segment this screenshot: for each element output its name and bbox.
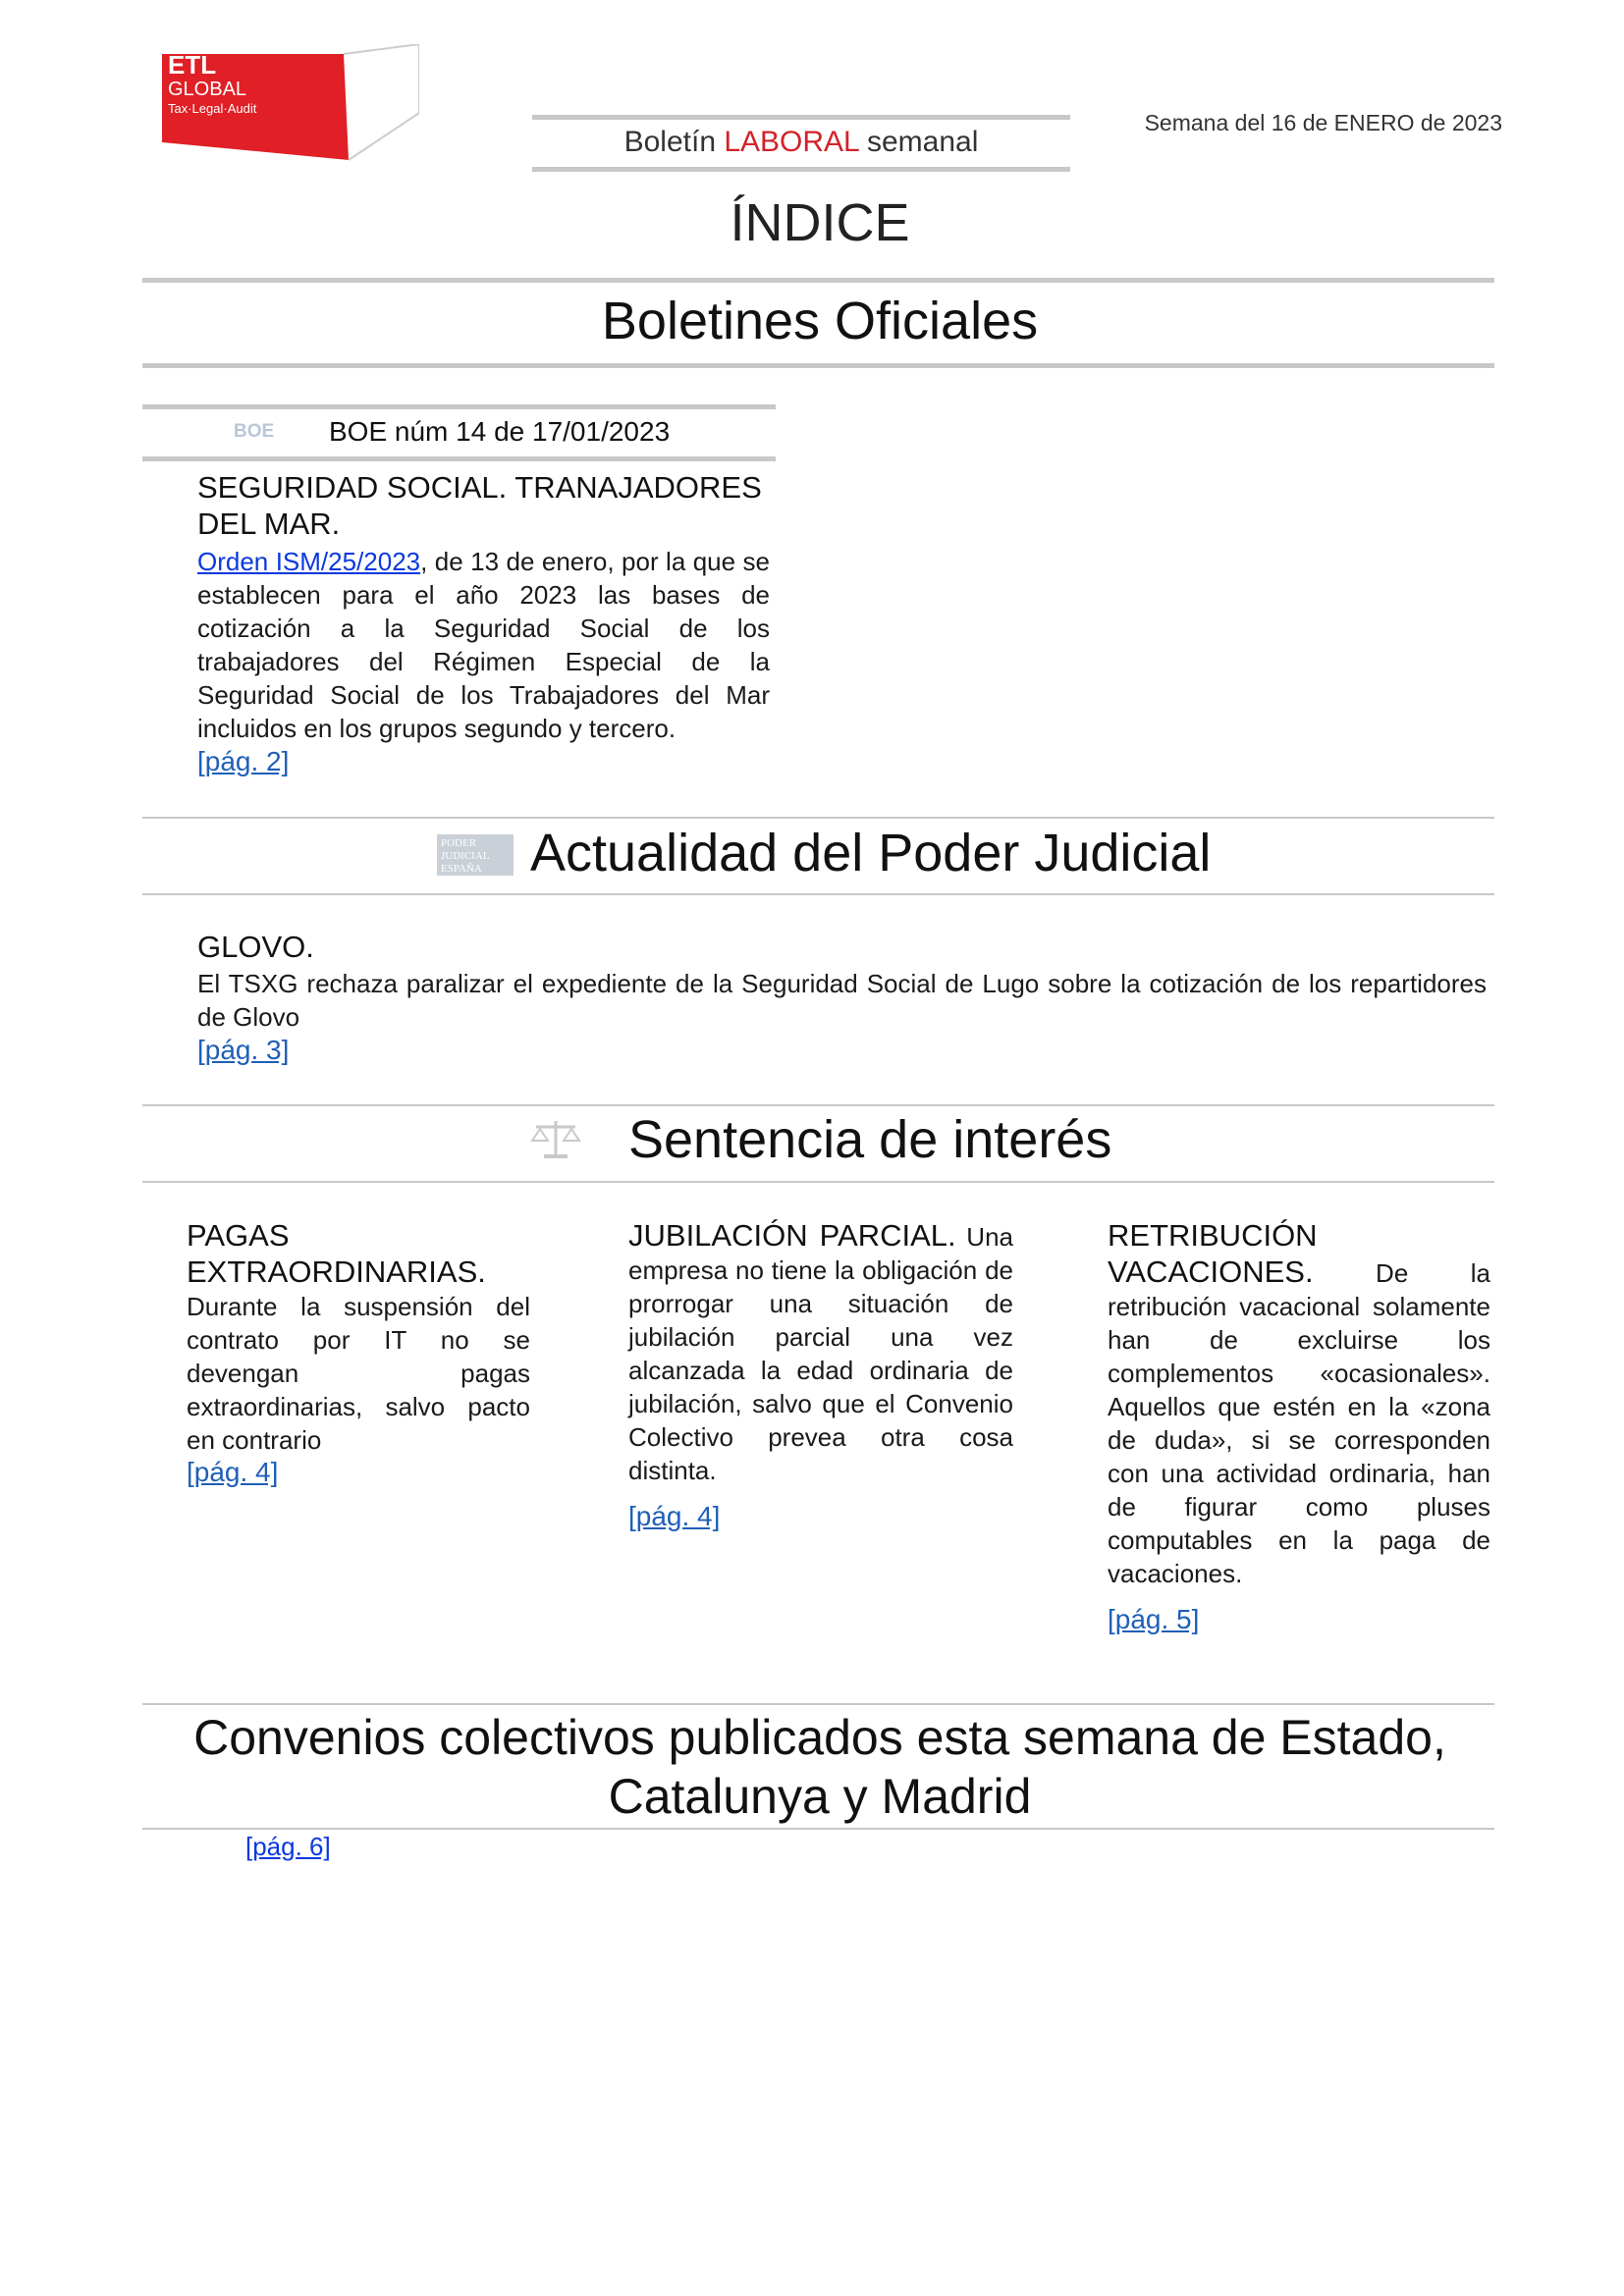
sentencia-col-2 <box>628 1217 1013 1532</box>
convenios-title-line-2: Catalunya y Madrid <box>608 1769 1032 1824</box>
page-link-3[interactable]: [pág. 3] <box>197 1035 290 1065</box>
sentencia-col-3 <box>1108 1217 1490 1635</box>
section-title-sentencia: Sentencia de interés <box>628 1110 1112 1169</box>
title-prefix: Boletín <box>623 126 725 158</box>
section-rule-top <box>142 278 1494 283</box>
convenios-rule-top <box>142 1703 1494 1705</box>
balance-scale-icon <box>530 1117 581 1160</box>
col-3-desc: De la retribución vacacional solamente han de excluirse los complementos «ocasionales». Aquellos que estén en la «zona de duda», si se corresponden con una actividad ordinaria, han de figurar como pluses computables en la paga de vacaciones. <box>1108 1258 1490 1588</box>
pj-item-text: El TSXG rechaza paralizar el expediente de la Seguridad Social de Lugo sobre la cotización de los repartidores de Glovo <box>197 969 1487 1032</box>
week-label: Semana del 16 de ENERO de 2023 <box>1144 110 1502 135</box>
col-2-text <box>628 1217 1013 1487</box>
col-2-desc: Una empresa no tiene la obligación de prorrogar una situación de jubilación parcial una vez alcanzada la edad ordinaria de jubilación, salvo que el Convenio Colectivo prevea otra cosa distinta. <box>628 1222 1013 1485</box>
header-rule-bottom <box>532 167 1070 172</box>
pj-rule-top <box>142 817 1494 819</box>
pj-rule-bottom <box>142 893 1494 895</box>
boe-number: BOE núm 14 de 17/01/2023 <box>329 416 671 447</box>
pj-logo-1: PODER <box>441 837 477 849</box>
pj-item-heading: GLOVO. <box>197 930 314 964</box>
logo-text-2: GLOBAL <box>168 79 247 100</box>
col-3-text <box>1108 1217 1490 1590</box>
poder-judicial-icon <box>437 834 514 876</box>
etl-global-logo <box>162 44 419 162</box>
convenios-title-line-1: Convenios colectivos publicados esta semana de Estado, <box>193 1710 1446 1765</box>
logo-text-1: ETL <box>168 50 217 80</box>
boe-item-desc: , de 13 de enero, por la que se establecen para el año 2023 las bases de cotización a la Seguridad Social de los trabajadores del Régimen Especial de la Seguridad Social de los Trabajadores del Mar incluidos en los grupos segundo y tercero. <box>197 547 770 743</box>
convenios-rule-bottom <box>142 1828 1494 1830</box>
title-highlight: LABORAL <box>724 126 859 158</box>
section-title-boletines: Boletines Oficiales <box>601 292 1039 350</box>
bulletin-title <box>532 126 1070 159</box>
index-title: ÍNDICE <box>730 193 910 252</box>
sentencia-rule-bottom <box>142 1181 1494 1183</box>
sentencia-rule-top <box>142 1104 1494 1106</box>
page-link-6[interactable]: [pág. 6] <box>245 1832 331 1861</box>
orden-link[interactable]: Orden ISM/25/2023 <box>197 547 421 576</box>
col-3-heading: RETRIBUCIÓN VACACIONES. <box>1108 1218 1318 1289</box>
header-rule-top <box>532 115 1070 120</box>
sentencia-col-1 <box>187 1217 530 1488</box>
pj-logo-2: JUDICIAL <box>441 850 490 862</box>
section-title-poder-judicial: Actualidad del Poder Judicial <box>530 824 1212 882</box>
boe-item-text <box>197 545 770 745</box>
col-1-text: Durante la suspensión del contrato por IT no se devengan pagas extraordinarias, salvo pacto en contrario <box>187 1292 530 1455</box>
page-link-4b[interactable]: [pág. 4] <box>628 1501 721 1531</box>
boe-icon <box>232 419 285 441</box>
boe-icon-text: BOE <box>234 421 275 441</box>
col-1-heading: PAGAS EXTRAORDINARIAS. <box>187 1218 486 1289</box>
boe-rule-top <box>142 404 776 409</box>
convenios-title <box>0 1708 1624 1826</box>
title-suffix: semanal <box>858 126 979 158</box>
logo-text-3: Tax·Legal·Audit <box>168 101 257 116</box>
section-rule-bottom <box>142 363 1494 368</box>
pj-logo-3: ESPAÑA <box>441 863 482 875</box>
boe-rule-bottom <box>142 456 776 461</box>
page-link-4a[interactable]: [pág. 4] <box>187 1457 279 1487</box>
page-link-2[interactable]: [pág. 2] <box>197 746 290 776</box>
boe-item-heading: SEGURIDAD SOCIAL. TRANAJADORES DEL MAR. <box>197 470 762 541</box>
col-2-heading: JUBILACIÓN PARCIAL. <box>628 1218 956 1253</box>
page-link-5[interactable]: [pág. 5] <box>1108 1604 1200 1634</box>
